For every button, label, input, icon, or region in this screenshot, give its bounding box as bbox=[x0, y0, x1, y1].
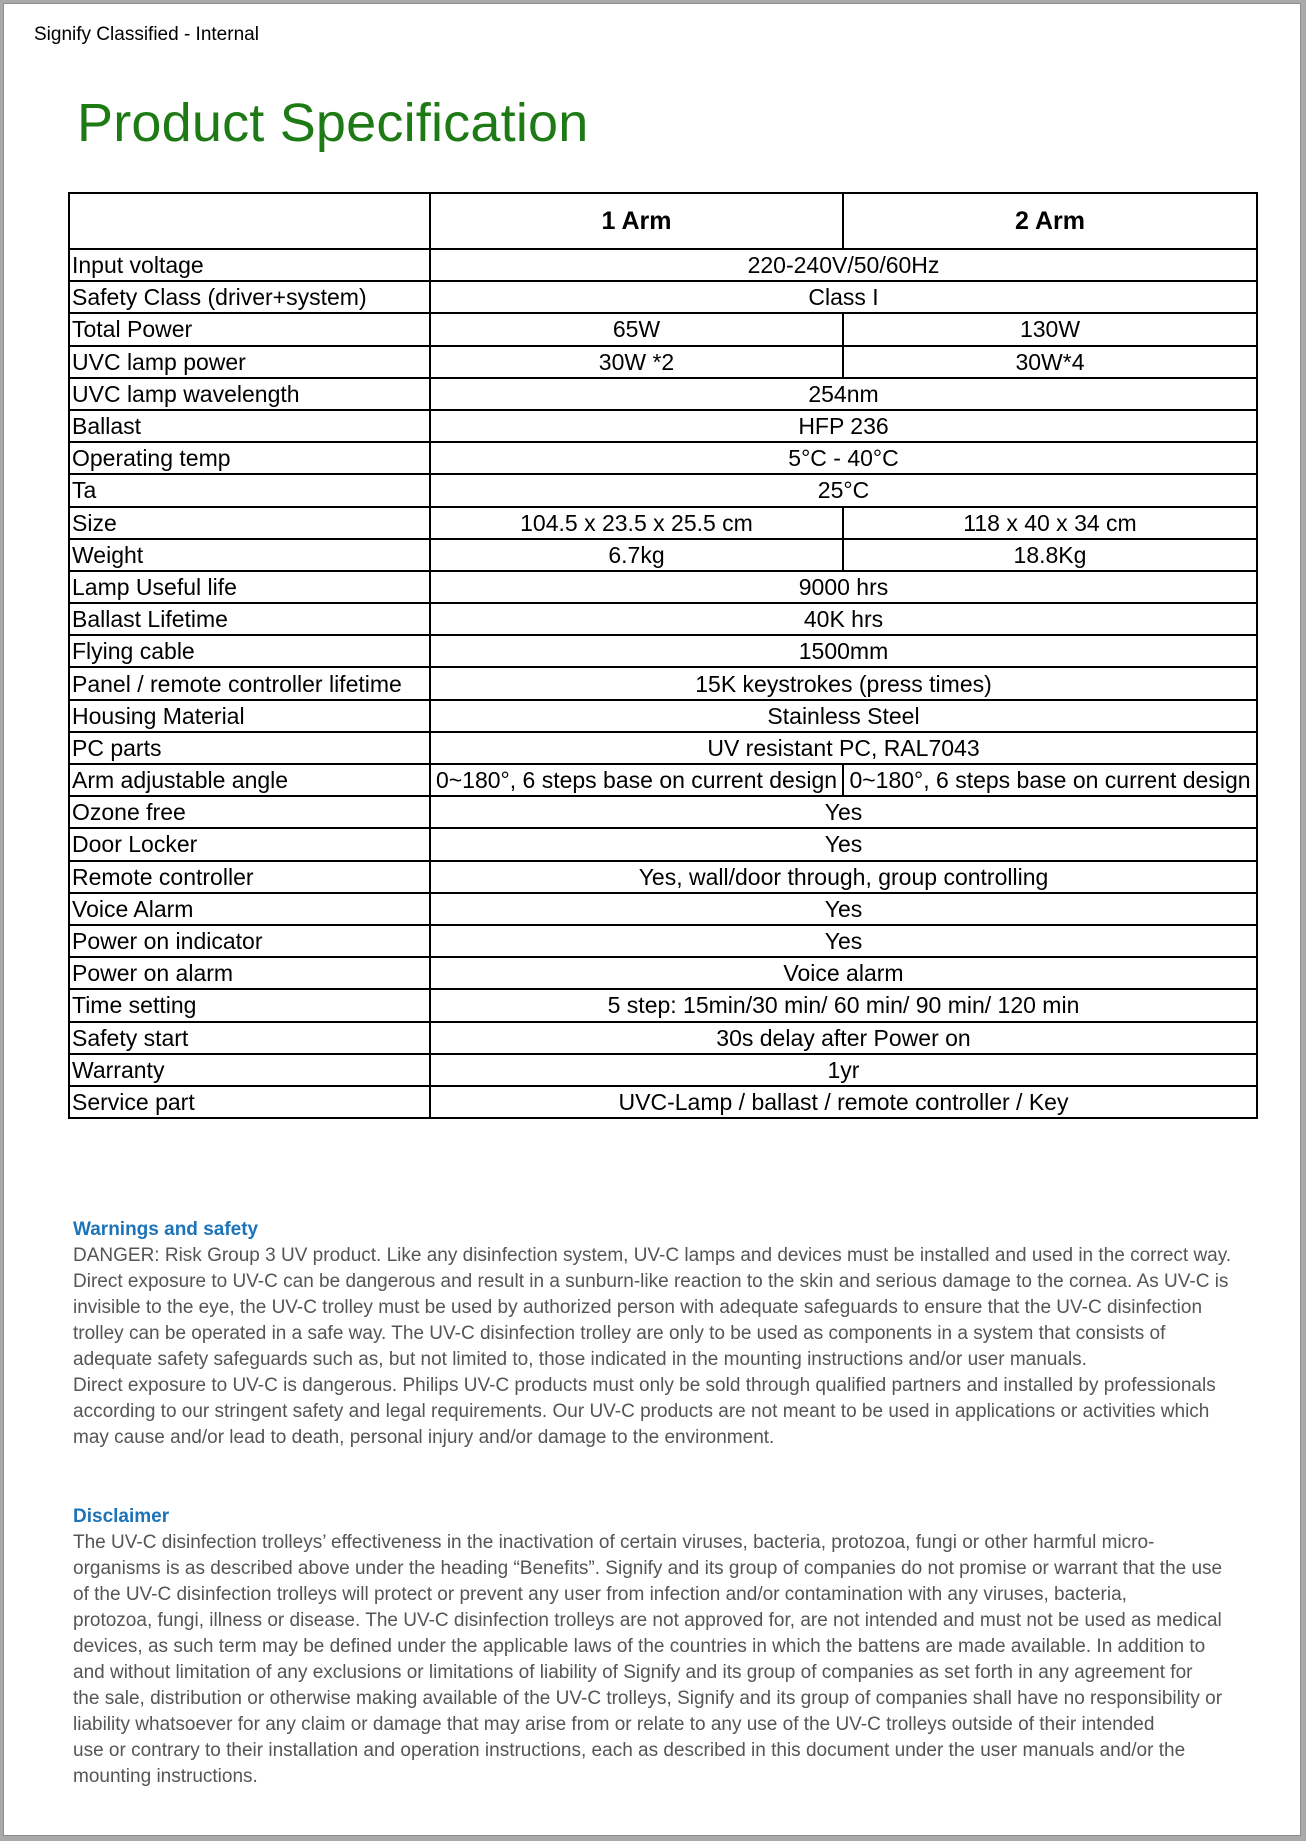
disclaimer-line: devices, as such term may be defined under the applicable laws of the countries in which the battens are made available. In addition to bbox=[73, 1636, 1206, 1657]
table-row bbox=[69, 764, 1257, 796]
spec-value-1-arm: 6.7kg bbox=[430, 539, 843, 571]
spec-value-shared: 254nm bbox=[430, 378, 1257, 410]
page-title: Product Specification bbox=[77, 93, 589, 153]
table-row bbox=[69, 378, 1257, 410]
spec-label: Total Power bbox=[69, 313, 430, 345]
spec-label: Ta bbox=[69, 474, 430, 506]
spec-label: Flying cable bbox=[69, 635, 430, 667]
warnings-line: adequate safety safeguards such as, but not limited to, those indicated in the mounting instructions and/or user manuals. bbox=[73, 1349, 1087, 1370]
table-row bbox=[69, 442, 1257, 474]
warnings-text bbox=[73, 1243, 1273, 1451]
table-row bbox=[69, 474, 1257, 506]
spec-value-shared: UVC-Lamp / ballast / remote controller / Key bbox=[430, 1086, 1257, 1118]
spec-value-shared: UV resistant PC, RAL7043 bbox=[430, 732, 1257, 764]
spec-value-shared: Yes bbox=[430, 796, 1257, 828]
disclaimer-line: of the UV-C disinfection trolleys will protect or prevent any user from infection and/or contamination with any viruses, bacteria, bbox=[73, 1584, 1127, 1605]
spec-label: Time setting bbox=[69, 989, 430, 1021]
disclaimer-line: organisms is as described above under the heading “Benefits”. Signify and its group of companies do not promise or warrant that the use bbox=[73, 1558, 1223, 1579]
spec-label: Power on alarm bbox=[69, 957, 430, 989]
spec-label: Ballast bbox=[69, 410, 430, 442]
spec-label: Ballast Lifetime bbox=[69, 603, 430, 635]
column-header-1-arm: 1 Arm bbox=[430, 193, 843, 249]
spec-value-2-arm: 118 x 40 x 34 cm bbox=[843, 507, 1257, 539]
spec-value-2-arm: 30W*4 bbox=[843, 346, 1257, 378]
warnings-line: invisible to the eye, the UV-C trolley must be used by authorized person with adequate safeguards to ensure that the UV-C disinfection bbox=[73, 1297, 1203, 1318]
warnings-section bbox=[73, 1217, 1273, 1451]
spec-value-shared: Yes, wall/door through, group controlling bbox=[430, 861, 1257, 893]
spec-value-shared: Class I bbox=[430, 281, 1257, 313]
disclaimer-line: use or contrary to their installation and operation instructions, each as described in this document under the user manuals and/or the bbox=[73, 1740, 1186, 1761]
spec-value-shared: 25°C bbox=[430, 474, 1257, 506]
spec-label: Warranty bbox=[69, 1054, 430, 1086]
spec-value-shared: 220-240V/50/60Hz bbox=[430, 249, 1257, 281]
table-row bbox=[69, 861, 1257, 893]
spec-label: PC parts bbox=[69, 732, 430, 764]
warnings-line: according to our stringent safety and legal requirements. Our UV-C products are not meant to be used in applications or activities which bbox=[73, 1401, 1210, 1422]
spec-value-shared: 1500mm bbox=[430, 635, 1257, 667]
spec-label: Arm adjustable angle bbox=[69, 764, 430, 796]
spec-value-1-arm: 0~180°, 6 steps base on current design bbox=[430, 764, 843, 796]
table-row bbox=[69, 635, 1257, 667]
spec-label: Input voltage bbox=[69, 249, 430, 281]
table-row bbox=[69, 796, 1257, 828]
table-row bbox=[69, 828, 1257, 860]
table-row bbox=[69, 893, 1257, 925]
spec-value-shared: 30s delay after Power on bbox=[430, 1022, 1257, 1054]
table-row bbox=[69, 346, 1257, 378]
disclaimer-line: the sale, distribution or otherwise making available of the UV-C trolleys, Signify and its group of companies shall have no responsibility or bbox=[73, 1688, 1223, 1709]
table-row bbox=[69, 667, 1257, 699]
document-page bbox=[3, 3, 1301, 1836]
spec-value-shared: 5 step: 15min/30 min/ 60 min/ 90 min/ 120 min bbox=[430, 989, 1257, 1021]
spec-value-1-arm: 104.5 x 23.5 x 25.5 cm bbox=[430, 507, 843, 539]
table-row bbox=[69, 989, 1257, 1021]
table-row bbox=[69, 700, 1257, 732]
spec-label: Lamp Useful life bbox=[69, 571, 430, 603]
disclaimer-line: and without limitation of any exclusions or limitations of liability of Signify and its group of companies as set forth in any agreement for bbox=[73, 1662, 1193, 1683]
disclaimer-line: liability whatsoever for any claim or damage that may arise from or relate to any use of the UV-C trolleys outside of their intended bbox=[73, 1714, 1155, 1735]
table-row bbox=[69, 313, 1257, 345]
table-row bbox=[69, 539, 1257, 571]
spec-value-shared: 40K hrs bbox=[430, 603, 1257, 635]
spec-label: Ozone free bbox=[69, 796, 430, 828]
disclaimer-text bbox=[73, 1530, 1273, 1790]
spec-table-header-row bbox=[69, 193, 1257, 249]
spec-label: Service part bbox=[69, 1086, 430, 1118]
spec-value-shared: Yes bbox=[430, 893, 1257, 925]
spec-value-shared: Stainless Steel bbox=[430, 700, 1257, 732]
table-row bbox=[69, 925, 1257, 957]
warnings-heading: Warnings and safety bbox=[73, 1219, 259, 1240]
disclaimer-section bbox=[73, 1504, 1273, 1790]
spec-value-shared: 15K keystrokes (press times) bbox=[430, 667, 1257, 699]
spec-label: Operating temp bbox=[69, 442, 430, 474]
spec-label: UVC lamp power bbox=[69, 346, 430, 378]
table-row bbox=[69, 281, 1257, 313]
disclaimer-line: protozoa, fungi, illness or disease. The UV-C disinfection trolleys are not approved for, are not intended and must not be used as medical bbox=[73, 1610, 1222, 1631]
table-row bbox=[69, 410, 1257, 442]
spec-value-shared: 9000 hrs bbox=[430, 571, 1257, 603]
table-row bbox=[69, 603, 1257, 635]
warnings-line: trolley can be operated in a safe way. The UV-C disinfection trolley are only to be used as components in a system that consists of bbox=[73, 1323, 1166, 1344]
spec-label: Weight bbox=[69, 539, 430, 571]
spec-label: Housing Material bbox=[69, 700, 430, 732]
warnings-line: Direct exposure to UV-C can be dangerous and result in a sunburn-like reaction to the skin and serious damage to the cornea. As UV-C is bbox=[73, 1271, 1229, 1292]
column-header-2-arm: 2 Arm bbox=[843, 193, 1257, 249]
spec-label: Size bbox=[69, 507, 430, 539]
spec-value-shared: 1yr bbox=[430, 1054, 1257, 1086]
spec-value-shared: 5°C - 40°C bbox=[430, 442, 1257, 474]
table-row bbox=[69, 249, 1257, 281]
spec-value-shared: Yes bbox=[430, 828, 1257, 860]
spec-label: Power on indicator bbox=[69, 925, 430, 957]
disclaimer-line: mounting instructions. bbox=[73, 1766, 258, 1787]
table-row bbox=[69, 1022, 1257, 1054]
spec-table-body bbox=[69, 249, 1257, 1118]
warnings-line: may cause and/or lead to death, personal injury and/or damage to the environment. bbox=[73, 1427, 775, 1448]
spec-value-1-arm: 30W *2 bbox=[430, 346, 843, 378]
disclaimer-line: The UV-C disinfection trolleys’ effectiveness in the inactivation of certain viruses, bacteria, protozoa, fungi or other harmful micro- bbox=[73, 1532, 1155, 1553]
spec-label: Panel / remote controller lifetime bbox=[69, 667, 430, 699]
spec-value-1-arm: 65W bbox=[430, 313, 843, 345]
table-row bbox=[69, 1086, 1257, 1118]
spec-value-2-arm: 0~180°, 6 steps base on current design bbox=[843, 764, 1257, 796]
table-row bbox=[69, 571, 1257, 603]
spec-value-2-arm: 130W bbox=[843, 313, 1257, 345]
disclaimer-heading: Disclaimer bbox=[73, 1506, 170, 1527]
spec-table bbox=[68, 192, 1258, 1119]
warnings-line: Direct exposure to UV-C is dangerous. Philips UV-C products must only be sold through qualified partners and installed by professionals bbox=[73, 1375, 1216, 1396]
warnings-line: DANGER: Risk Group 3 UV product. Like any disinfection system, UV-C lamps and devices must be installed and used in the correct way. bbox=[73, 1245, 1232, 1266]
spec-label: Voice Alarm bbox=[69, 893, 430, 925]
spec-value-shared: HFP 236 bbox=[430, 410, 1257, 442]
spec-value-shared: Yes bbox=[430, 925, 1257, 957]
table-row bbox=[69, 957, 1257, 989]
spec-value-2-arm: 18.8Kg bbox=[843, 539, 1257, 571]
spec-label: Door Locker bbox=[69, 828, 430, 860]
classification-label: Signify Classified - Internal bbox=[34, 24, 259, 45]
table-row bbox=[69, 732, 1257, 764]
spec-label: Safety start bbox=[69, 1022, 430, 1054]
spec-label: UVC lamp wavelength bbox=[69, 378, 430, 410]
spec-value-shared: Voice alarm bbox=[430, 957, 1257, 989]
spec-label: Safety Class (driver+system) bbox=[69, 281, 430, 313]
spec-label: Remote controller bbox=[69, 861, 430, 893]
table-row bbox=[69, 1054, 1257, 1086]
table-row bbox=[69, 507, 1257, 539]
column-header-empty bbox=[69, 193, 430, 249]
